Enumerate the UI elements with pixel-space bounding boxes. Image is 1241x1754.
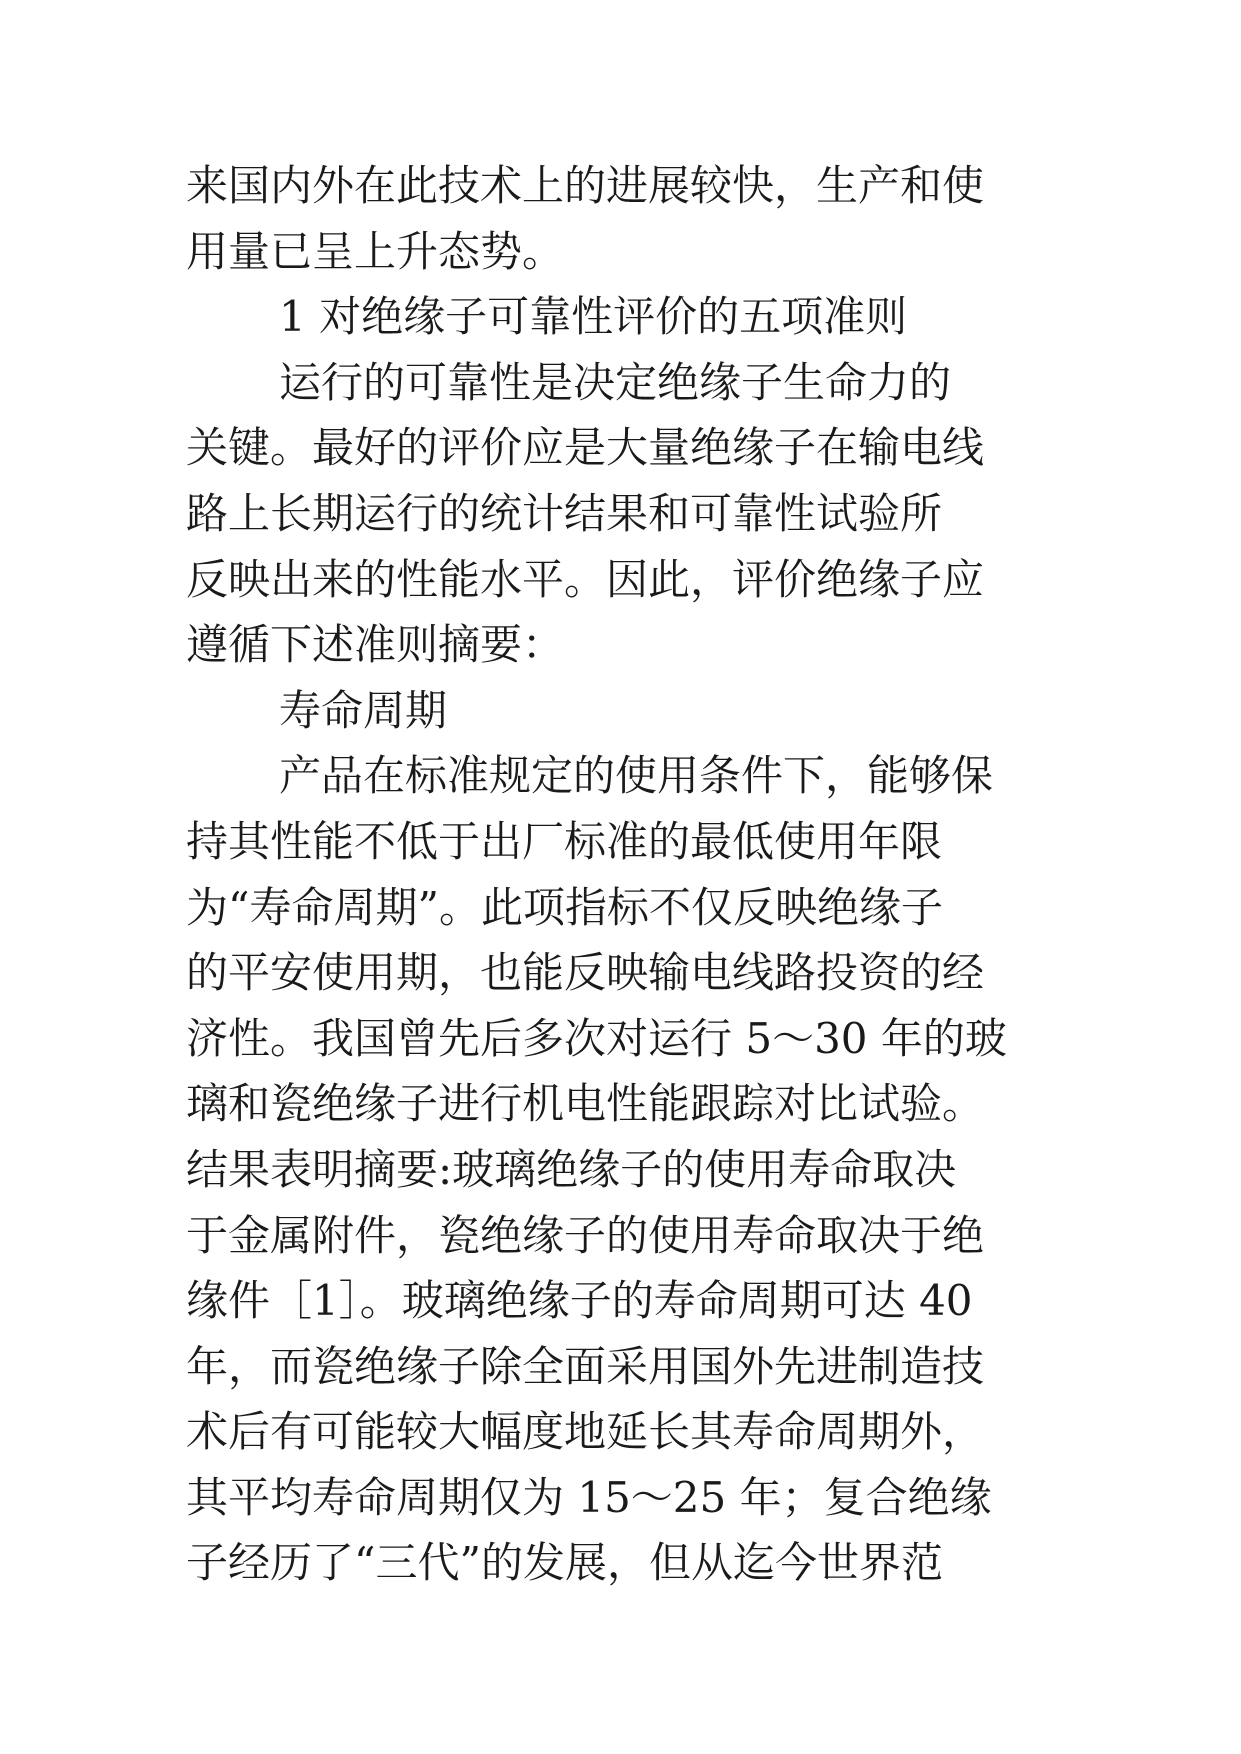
text-line: 于金属附件，瓷绝缘子的使用寿命取决于绝: [186, 1210, 985, 1260]
text-line: 济性。我国曾先后多次对运行 5～30 年的玻: [186, 1013, 1007, 1063]
text-line: 璃和瓷绝缘子进行机电性能跟踪对比试验。: [186, 1079, 985, 1129]
text-line: 术后有可能较大幅度地延长其寿命周期外，: [186, 1407, 985, 1457]
text-line: 的平安使用期，也能反映输电线路投资的经: [186, 948, 985, 998]
text-line: 为“寿命周期”。此项指标不仅反映绝缘子: [186, 882, 943, 932]
text-line: 路上长期运行的统计结果和可靠性试验所: [186, 488, 943, 538]
text-line: 1 对绝缘子可靠性评价的五项准则: [279, 292, 908, 342]
body-text: [186, 153, 1086, 1596]
text-line: 年，而瓷绝缘子除全面采用国外先进制造技: [186, 1341, 985, 1391]
text-line: 遵循下述准则摘要：: [186, 620, 565, 670]
text-line: 结果表明摘要:玻璃绝缘子的使用寿命取决: [186, 1144, 957, 1194]
text-line: 缘件［1］。玻璃绝缘子的寿命周期可达 40: [186, 1276, 973, 1326]
text-line: 子经历了“三代”的发展，但从迄今世界范: [186, 1538, 943, 1588]
text-line: 持其性能不低于出厂标准的最低使用年限: [186, 816, 943, 866]
text-line: 用量已呈上升态势。: [186, 226, 565, 276]
text-line: 运行的可靠性是决定绝缘子生命力的: [279, 357, 952, 407]
text-line: 反映出来的性能水平。因此，评价绝缘子应: [186, 554, 985, 604]
text-line: 寿命周期: [279, 685, 448, 735]
text-line: 产品在标准规定的使用条件下，能够保: [279, 751, 994, 801]
text-line: 其平均寿命周期仅为 15～25 年；复合绝缘: [186, 1472, 992, 1522]
text-line: 来国内外在此技术上的进展较快，生产和使: [186, 161, 985, 210]
text-line: 关键。最好的评价应是大量绝缘子在输电线: [186, 423, 985, 473]
